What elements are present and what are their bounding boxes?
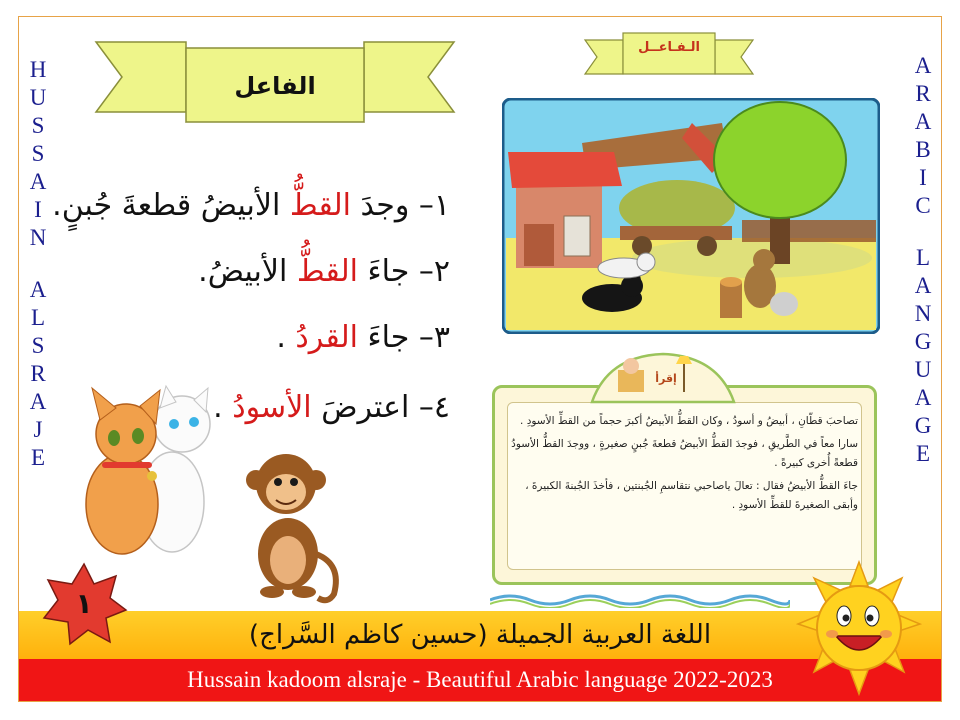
author-letter: S bbox=[31, 333, 45, 358]
author-letter: N bbox=[29, 225, 47, 250]
footer-arabic-title: اللغة العربية الجميلة (حسين كاظم السَّراج) bbox=[248, 620, 712, 650]
left-vertical-author-text bbox=[26, 56, 50, 472]
reading-paragraph-2: سارا معاً في الطَّريقِ ، فوجدَ القطُّ الأبيضُ قطعةَ جُبنٍ صغيرةٍ ، ووجدَ القطُّ الأسودُ قطعةً أُخرى كبيرةً . bbox=[511, 438, 858, 469]
title-letter: I bbox=[919, 165, 927, 190]
reading-card bbox=[492, 385, 877, 585]
sentence-rest: الأبيضُ قطعةَ جُبنٍ. bbox=[52, 188, 281, 223]
author-letter: E bbox=[30, 445, 46, 470]
decorative-wave bbox=[490, 592, 790, 608]
reading-paragraph-1: تصاحبَ قطّانِ ، أبيضُ و أسودُ ، وكان القطُّ الأبيضُ أكبرَ حجماً من القطِّ الأسودِ . bbox=[520, 415, 858, 427]
title-letter: G bbox=[914, 413, 932, 438]
author-letter: H bbox=[29, 57, 47, 82]
page-number: ١ bbox=[75, 587, 93, 620]
right-vertical-title-text bbox=[911, 52, 935, 468]
title-letter: N bbox=[914, 301, 932, 326]
kittens-illustration bbox=[76, 384, 216, 556]
sentence-rest: . bbox=[276, 320, 286, 355]
subject-highlight: القطُّ bbox=[289, 188, 351, 223]
author-letter: I bbox=[34, 197, 42, 222]
title-letter: R bbox=[915, 81, 931, 106]
sentence-number: ١– bbox=[418, 188, 450, 223]
title-letter: C bbox=[915, 193, 931, 218]
author-letter: U bbox=[29, 85, 47, 110]
author-letter: A bbox=[29, 389, 47, 414]
sentence-verb: اعترضَ bbox=[321, 390, 410, 425]
author-letter: S bbox=[31, 141, 45, 166]
sentence-number: ٤– bbox=[418, 390, 450, 425]
sentence-number: ٣– bbox=[418, 320, 450, 355]
reading-paragraph-3: جاءَ القطُّ الأبيضُ فقال : تعالَ ياصاحبي نتقاسمِ الجُبنتين ، فأخذَ الجُبنةَ الكبيرةَ ، وأبقى الصغيرةَ للقطِّ الأسودِ . bbox=[525, 480, 858, 511]
author-letter: S bbox=[31, 113, 45, 138]
reading-tab-label: إقرأ bbox=[655, 372, 677, 385]
sentence-verb: جاءَ bbox=[367, 320, 410, 355]
title-letter: A bbox=[914, 109, 932, 134]
author-letter: A bbox=[29, 169, 47, 194]
sentence-number: ٢– bbox=[418, 254, 450, 289]
author-letter: J bbox=[33, 417, 43, 442]
monkey-illustration bbox=[238, 444, 344, 606]
author-letter: L bbox=[30, 305, 46, 330]
sentence-3 bbox=[276, 320, 450, 355]
main-title: الفاعل bbox=[234, 72, 316, 100]
sentence-rest: الأبيضُ. bbox=[198, 254, 288, 289]
subject-highlight: الأسودُ bbox=[232, 390, 312, 425]
title-letter: U bbox=[914, 357, 932, 382]
title-letter: B bbox=[915, 137, 931, 162]
sentence-rest: . bbox=[213, 390, 223, 425]
reading-text bbox=[511, 412, 858, 519]
title-letter: A bbox=[914, 53, 932, 78]
title-letter: G bbox=[914, 329, 932, 354]
author-letter: R bbox=[30, 361, 46, 386]
footer-english-credit: Hussain kadoom alsraje - Beautiful Arabic language 2022-2023 bbox=[187, 667, 773, 692]
small-title: الـفـاعــل bbox=[638, 40, 700, 55]
subject-highlight: القردُ bbox=[295, 320, 358, 355]
sentence-verb: وجدَ bbox=[360, 188, 410, 223]
author-letter: A bbox=[29, 277, 47, 302]
title-letter: A bbox=[914, 273, 932, 298]
subject-highlight: القطُّ bbox=[296, 254, 358, 289]
sentence-2 bbox=[198, 254, 450, 289]
sentence-4 bbox=[213, 390, 450, 425]
title-letter: E bbox=[915, 441, 931, 466]
small-title-banner bbox=[583, 30, 755, 82]
title-letter: L bbox=[915, 245, 931, 270]
farm-scene-illustration bbox=[502, 98, 880, 334]
smiling-sun-icon bbox=[794, 560, 924, 700]
title-letter: A bbox=[914, 385, 932, 410]
sentence-verb: جاءَ bbox=[367, 254, 410, 289]
sentence-1 bbox=[52, 188, 450, 223]
